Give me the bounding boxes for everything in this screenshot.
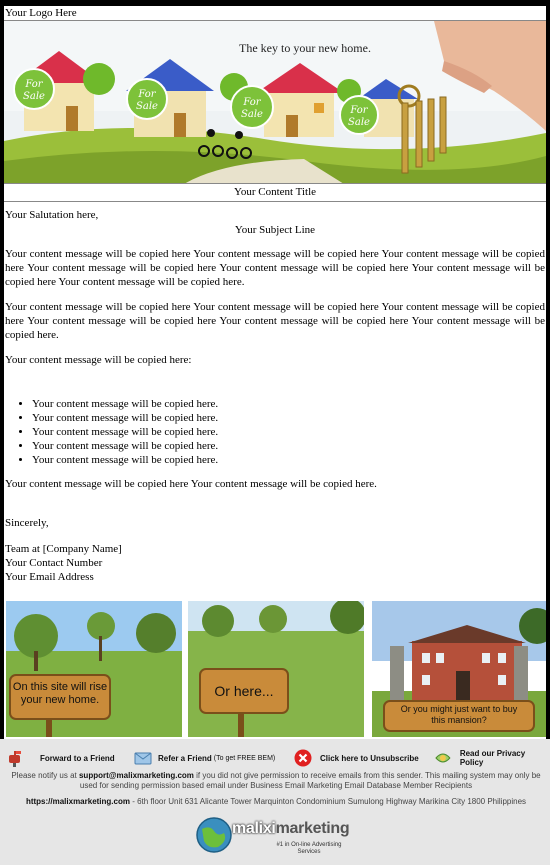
brand-logo[interactable] — [194, 812, 364, 860]
list-item: • Your content message will be copied here. — [32, 411, 545, 425]
list-intro: Your content message will be copied here: — [5, 354, 192, 366]
footer-links — [0, 747, 550, 769]
photo-sign-line: On this site will rise — [12, 681, 108, 693]
svg-text:Sale: Sale — [348, 117, 370, 128]
refer-label: Refer a Friend — [158, 753, 212, 763]
salutation: Your Salutation here, — [5, 209, 99, 221]
support-email-link[interactable]: support@malixmarketing.com — [78, 771, 194, 780]
permission-notice: Please notify us at support@malixmarketing.com if you did not give permission to receive emails from this sender. This mailing system may only be used for sending permission based email under Business Email Marketing Email Database Member Recipients — [11, 771, 541, 790]
photo-sign-line: this mansion? — [431, 715, 487, 725]
contact-number: Your Contact Number — [5, 557, 103, 569]
sale-bubble-2: For — [138, 89, 156, 100]
svg-text:Sale: Sale — [23, 91, 45, 102]
email-footer — [0, 739, 550, 865]
close-circle-icon — [294, 749, 312, 767]
hero-tagline: The key to your new home. — [239, 41, 371, 55]
hero-banner — [4, 21, 546, 184]
privacy-label: Read our Privacy Policy — [459, 749, 526, 767]
forward-label: Forward to a Friend — [40, 753, 115, 763]
content-paragraph: Your content message will be copied here Your content message will be copied here Your content message will be copied here Your content message will be copied here Your content message will be copied here Your content message will be copied here. — [5, 301, 545, 341]
photo-empty-lot — [6, 601, 182, 737]
photo-strip — [6, 601, 546, 737]
forward-to-friend-link[interactable] — [6, 747, 115, 769]
logo-placeholder: Your Logo Here — [4, 6, 546, 21]
list-item: • Your content message will be copied here. — [32, 453, 545, 467]
privacy-shield-icon — [434, 749, 452, 767]
photo-sign-line: Or you might just want to buy — [400, 704, 518, 714]
svg-text:Sale: Sale — [136, 101, 158, 112]
mailbox-icon — [6, 749, 24, 767]
refer-note: (To get FREE BEM) — [213, 754, 276, 762]
svg-text:Sale: Sale — [241, 109, 263, 120]
subject-line: Your Subject Line — [234, 224, 316, 236]
team-name: Team at [Company Name] — [5, 543, 122, 555]
brand-name: maliximarketing — [232, 820, 350, 837]
company-url-link[interactable]: https://malixmarketing.com — [25, 797, 130, 806]
photo-field — [188, 601, 364, 737]
privacy-policy-link[interactable] — [434, 747, 550, 769]
sale-bubble-4: For — [350, 105, 368, 116]
list-item: • Your content message will be copied here. — [32, 397, 545, 411]
unsubscribe-label: Click here to Unsubscribe — [320, 753, 419, 763]
photo-sign-line: your new home. — [20, 694, 100, 706]
company-address: https://malixmarketing.com - 6th floor Unit 631 Alicante Tower Marquinton Condominium Sumulong Highway Marikina City 1800 Philippines — [25, 797, 527, 806]
closing-paragraph: Your content message will be copied here Your content message will be copied here. — [5, 478, 377, 490]
email-sheet — [4, 6, 546, 739]
unsubscribe-link[interactable] — [294, 747, 419, 769]
email-body — [4, 202, 546, 584]
sign-off: Sincerely, — [5, 517, 49, 529]
list-item: • Your content message will be copied here. — [32, 425, 545, 439]
sale-bubble-3: For — [243, 97, 261, 108]
sale-bubble-1: For — [25, 79, 43, 90]
content-title: Your Content Title — [4, 184, 546, 202]
envelope-icon — [134, 749, 152, 767]
refer-friend-link[interactable] — [134, 747, 275, 769]
photo-sign-line: Or here... — [214, 683, 274, 699]
brand-tagline: #1 in On-line Advertising Services — [276, 842, 342, 855]
list-item: • Your content message will be copied here. — [32, 439, 545, 453]
photo-mansion — [372, 601, 546, 737]
globe-icon — [194, 815, 234, 855]
bullet-list — [5, 397, 545, 467]
content-paragraph: Your content message will be copied here Your content message will be copied here Your content message will be copied here Your content message will be copied here Your content message will be copied here Your content message will be copied here Your content message will be copied here. — [5, 248, 545, 288]
email-address: Your Email Address — [5, 571, 94, 583]
